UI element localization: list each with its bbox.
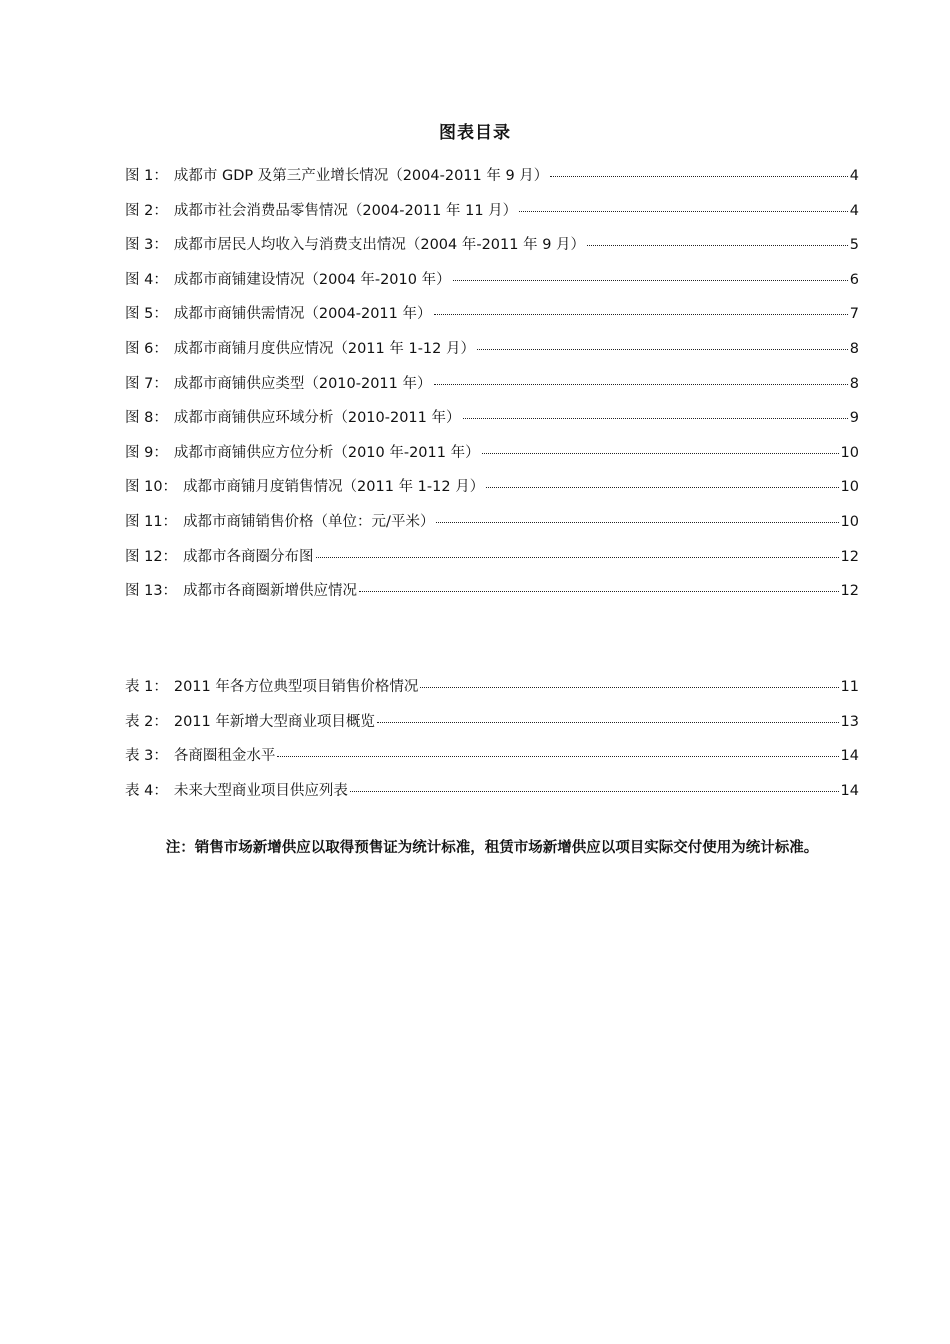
figure-entry[interactable] [125,475,859,510]
figure-title: 成都市商铺月度销售情况（2011 年 1-12 月） [183,479,485,496]
page-number: 12 [840,583,859,600]
figure-number: 图 10： [125,479,178,496]
dot-leader [477,339,848,350]
figure-title: 成都市 GDP 及第三产业增长情况（2004-2011 年 9 月） [173,168,549,184]
dot-leader [359,581,838,592]
figure-number: 图 8： [125,410,168,427]
table-title: 各商圈租金水平 [173,748,276,765]
figure-entry[interactable] [125,233,859,268]
figure-number: 图 7： [125,375,168,392]
dot-leader [434,374,848,385]
figure-title: 成都市社会消费品零售情况（2004-2011 年 11 月） [173,202,518,219]
figure-number: 图 4： [125,271,168,288]
dot-leader [463,408,848,419]
figure-number: 图 12： [125,548,178,565]
dot-leader [482,443,839,454]
dot-leader [350,781,839,792]
table-entry[interactable] [125,779,859,814]
figure-title: 成都市商铺供应环域分析（2010-2011 年） [173,410,461,427]
table-number: 表 1： [125,679,168,695]
figure-title: 成都市商铺销售价格（单位：元/平米） [183,513,435,530]
dot-leader [587,235,848,246]
figure-entry[interactable] [125,406,859,441]
table-entry[interactable] [125,744,859,779]
dot-leader [550,166,847,177]
dot-leader [434,304,848,315]
page-number: 8 [849,340,859,357]
page-number: 10 [840,479,859,496]
dot-leader [377,712,839,723]
figure-entry[interactable] [125,545,859,580]
figure-number: 图 13： [125,583,178,600]
page-number: 10 [840,513,859,530]
page-number: 7 [849,306,859,323]
figure-number: 图 5： [125,306,168,323]
figure-title: 成都市各商圈新增供应情况 [183,583,358,600]
footnote: 注：销售市场新增供应以取得预售证为统计标准，租赁市场新增供应以项目实际交付使用为统计标准。 [165,840,819,856]
table-number: 表 2： [125,713,168,730]
figure-entry[interactable] [125,302,859,337]
figure-title: 成都市商铺月度供应情况（2011 年 1-12 月） [173,340,475,357]
figure-entry[interactable] [125,579,859,614]
figure-entry[interactable] [125,199,859,234]
figure-entry[interactable] [125,441,859,476]
figure-title: 成都市商铺供应类型（2010-2011 年） [173,375,432,392]
table-entry[interactable] [125,675,859,710]
figure-entry[interactable] [125,268,859,303]
figure-entry[interactable] [125,164,859,199]
figure-title: 成都市各商圈分布图 [183,548,314,565]
page-number: 4 [849,202,859,219]
table-title: 未来大型商业项目供应列表 [173,782,348,799]
figure-title: 成都市居民人均收入与消费支出情况（2004 年-2011 年 9 月） [173,237,586,254]
table-title: 2011 年各方位典型项目销售价格情况 [173,679,419,695]
page-number: 5 [849,237,859,254]
page-number: 9 [849,410,859,427]
page-number: 13 [840,713,859,730]
figure-title: 成都市商铺建设情况（2004 年-2010 年） [173,271,451,288]
page-number: 8 [849,375,859,392]
table-number: 表 4： [125,782,168,799]
table-title: 2011 年新增大型商业项目概览 [173,713,375,730]
page-title: 图表目录 [439,123,511,143]
figure-number: 图 9： [125,444,168,461]
page-number: 4 [849,168,859,184]
dot-leader [277,746,838,757]
figure-entry[interactable] [125,337,859,372]
page-number: 10 [840,444,859,461]
dot-leader [436,512,838,523]
page-number: 14 [840,748,859,765]
dot-leader [453,270,848,281]
figure-entry[interactable] [125,510,859,545]
figure-number: 图 1： [125,168,168,184]
dot-leader [519,201,848,212]
figure-number: 图 6： [125,340,168,357]
figure-list [125,164,859,614]
figure-number: 图 3： [125,237,168,254]
page-number: 14 [840,782,859,799]
dot-leader [316,547,839,558]
page-number: 11 [840,679,859,695]
table-number: 表 3： [125,748,168,765]
table-entry[interactable] [125,710,859,745]
dot-leader [486,477,838,488]
figure-title: 成都市商铺供需情况（2004-2011 年） [173,306,432,323]
page-number: 6 [849,271,859,288]
figure-number: 图 11： [125,513,178,530]
dot-leader [420,677,838,688]
figure-entry[interactable] [125,372,859,407]
table-list [125,675,859,813]
page-number: 12 [840,548,859,565]
figure-title: 成都市商铺供应方位分析（2010 年-2011 年） [173,444,480,461]
figure-number: 图 2： [125,202,168,219]
